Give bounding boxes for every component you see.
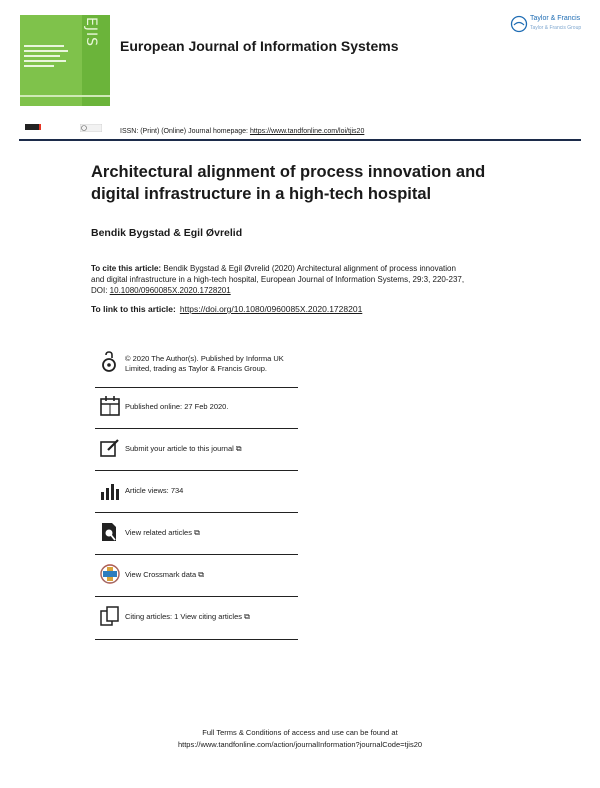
license-text: © 2020 The Author(s). Published by Informa UK Limited, trading as Taylor & Francis Group. <box>125 354 284 373</box>
publisher-logo[interactable] <box>510 15 584 35</box>
external-link-icon: ⧉ <box>198 570 204 579</box>
related-articles-icon <box>99 521 121 543</box>
article-title: Architectural alignment of process innovation and digital infrastructure in a high-tech hospital <box>91 163 486 203</box>
crossmark-link[interactable]: View Crossmark data <box>125 570 197 579</box>
open-access-logo <box>25 124 39 130</box>
article-info-list <box>95 343 298 640</box>
journal-name: European Journal of Information Systems <box>120 38 399 54</box>
submit-row[interactable] <box>95 428 298 470</box>
header-divider <box>19 139 581 141</box>
citation-doi-link[interactable]: 10.1080/0960085X.2020.1728201 <box>109 286 231 295</box>
journal-cover[interactable] <box>20 15 110 106</box>
license-row <box>95 343 298 387</box>
cover-band <box>20 95 110 97</box>
link-label: To link to this article: <box>91 304 176 314</box>
taylor-francis-icon <box>510 15 528 33</box>
citation-text: Bendik Bygstad & Egil Øvrelid (2020) Architectural alignment of process innovation and digital infrastructure in a high-tech hospital, European Journal of Information Systems, 29:3, 220-237, DOI: <box>91 264 465 295</box>
issn-line <box>120 128 364 135</box>
external-link-icon: ⧉ <box>235 444 242 453</box>
publisher-logo-text: Taylor & Francis <box>530 15 581 22</box>
article-doi-link[interactable]: https://doi.org/10.1080/0960085X.2020.1728201 <box>179 304 363 314</box>
bar-chart-icon <box>99 480 121 502</box>
citing-row[interactable] <box>95 596 298 640</box>
external-link-icon: ⧉ <box>244 612 250 621</box>
submit-link[interactable]: Submit your article to this journal <box>125 444 234 453</box>
cover-title-lines <box>24 45 80 70</box>
crossmark-row[interactable] <box>95 554 298 596</box>
views-row <box>95 470 298 512</box>
citing-articles-icon <box>99 605 121 627</box>
cc-logo <box>80 124 102 133</box>
citation-label: To cite this article: <box>91 264 162 273</box>
journal-homepage-link[interactable]: https://www.tandfonline.com/loi/tjis20 <box>249 128 365 135</box>
footer-line-1: Full Terms & Conditions of access and use can be found at <box>202 728 398 737</box>
related-link[interactable]: View related articles <box>125 528 192 537</box>
open-access-lock-icon <box>99 351 121 373</box>
issn-text: ISSN: (Print) (Online) Journal homepage: <box>120 128 250 135</box>
edit-icon <box>99 437 121 459</box>
citing-link[interactable]: Citing articles: 1 View citing articles <box>125 612 242 621</box>
article-authors: Bendik Bygstad & Egil Øvrelid <box>91 227 243 239</box>
calendar-icon <box>99 395 121 417</box>
views-text: Article views: 734 <box>125 486 184 495</box>
citation-block <box>91 263 471 296</box>
open-access-logo-accent <box>39 124 41 130</box>
external-link-icon: ⧉ <box>194 528 200 537</box>
related-row[interactable] <box>95 512 298 554</box>
article-link-line <box>91 304 362 314</box>
published-text: Published online: 27 Feb 2020. <box>125 402 229 411</box>
publisher-logo-sub: Taylor & Francis Group <box>530 25 582 31</box>
footer-terms-link[interactable]: https://www.tandfonline.com/action/journalInformation?journalCode=tjis20 <box>177 740 423 749</box>
crossmark-icon <box>99 563 121 585</box>
cover-abbrev: EJIS <box>83 17 99 47</box>
published-row <box>95 387 298 428</box>
footer <box>0 727 600 751</box>
